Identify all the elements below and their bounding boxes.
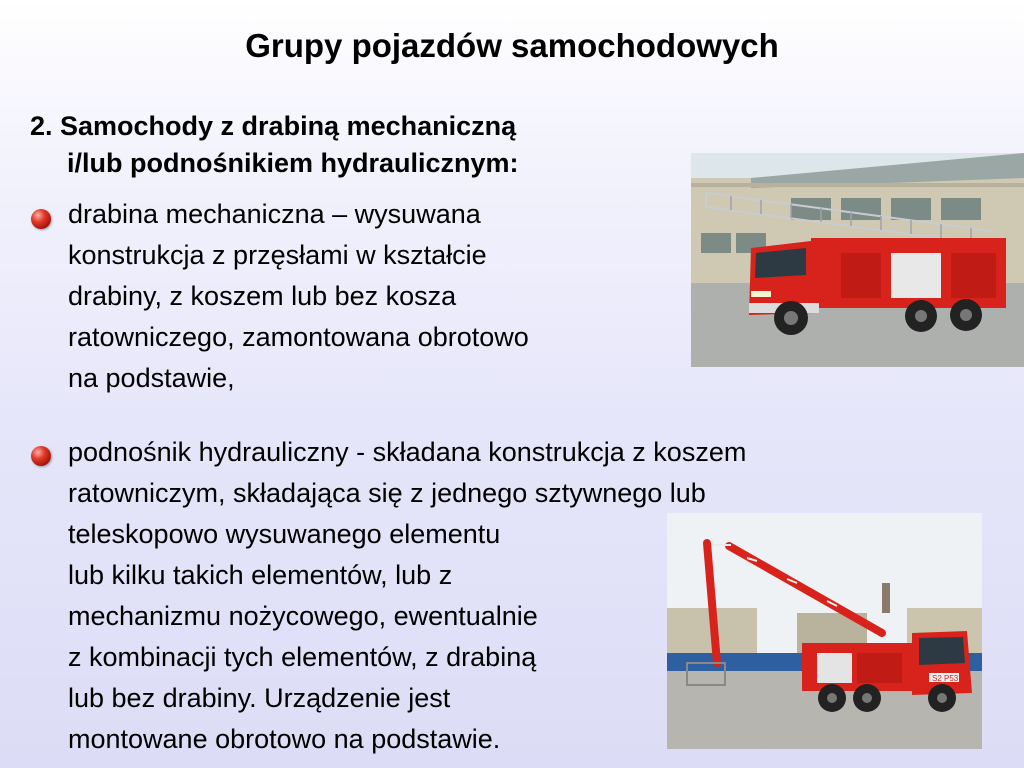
bullet-icon [31,209,51,229]
text-line: teleskopowo wysuwanego elementu [68,519,501,549]
slide-title: Grupy pojazdów samochodowych [245,27,779,64]
plate-text: S2 P53 [932,674,959,683]
text-line: podnośnik hydrauliczny - składana konstrukcja z koszem [68,437,747,467]
text-line: lub kilku takich elementów, lub z [68,560,453,590]
bullet-icon [31,446,51,466]
text-line: mechanizmu nożycowego, ewentualnie [68,601,538,631]
text-line: ratowniczego, zamontowana obrotowo [68,322,529,352]
bullet-text-platform [68,432,746,760]
text-line: montowane obrotowo na podstawie. [68,724,501,754]
text-line: drabiny, z koszem lub bez kosza [68,281,457,311]
platform-truck-photo [667,513,982,749]
section-heading [30,108,670,182]
ladder-truck-photo [691,153,1024,367]
text-line: z kombinacji tych elementów, z drabiną [68,642,537,672]
text-line: lub bez drabiny. Urządzenie jest [68,683,451,713]
text-line: ratowniczym, składająca się z jednego sztywnego lub [68,478,706,508]
text-line: drabina mechaniczna – wysuwana [68,199,481,229]
bullet-text-ladder [68,194,529,399]
text-line: na podstawie, [68,363,235,393]
heading-line-1: 2. Samochody z drabiną mechaniczną [30,111,517,141]
text-line: konstrukcja z przęsłami w kształcie [68,240,487,270]
heading-line-2: i/lub podnośnikiem hydraulicznym: [67,148,519,178]
